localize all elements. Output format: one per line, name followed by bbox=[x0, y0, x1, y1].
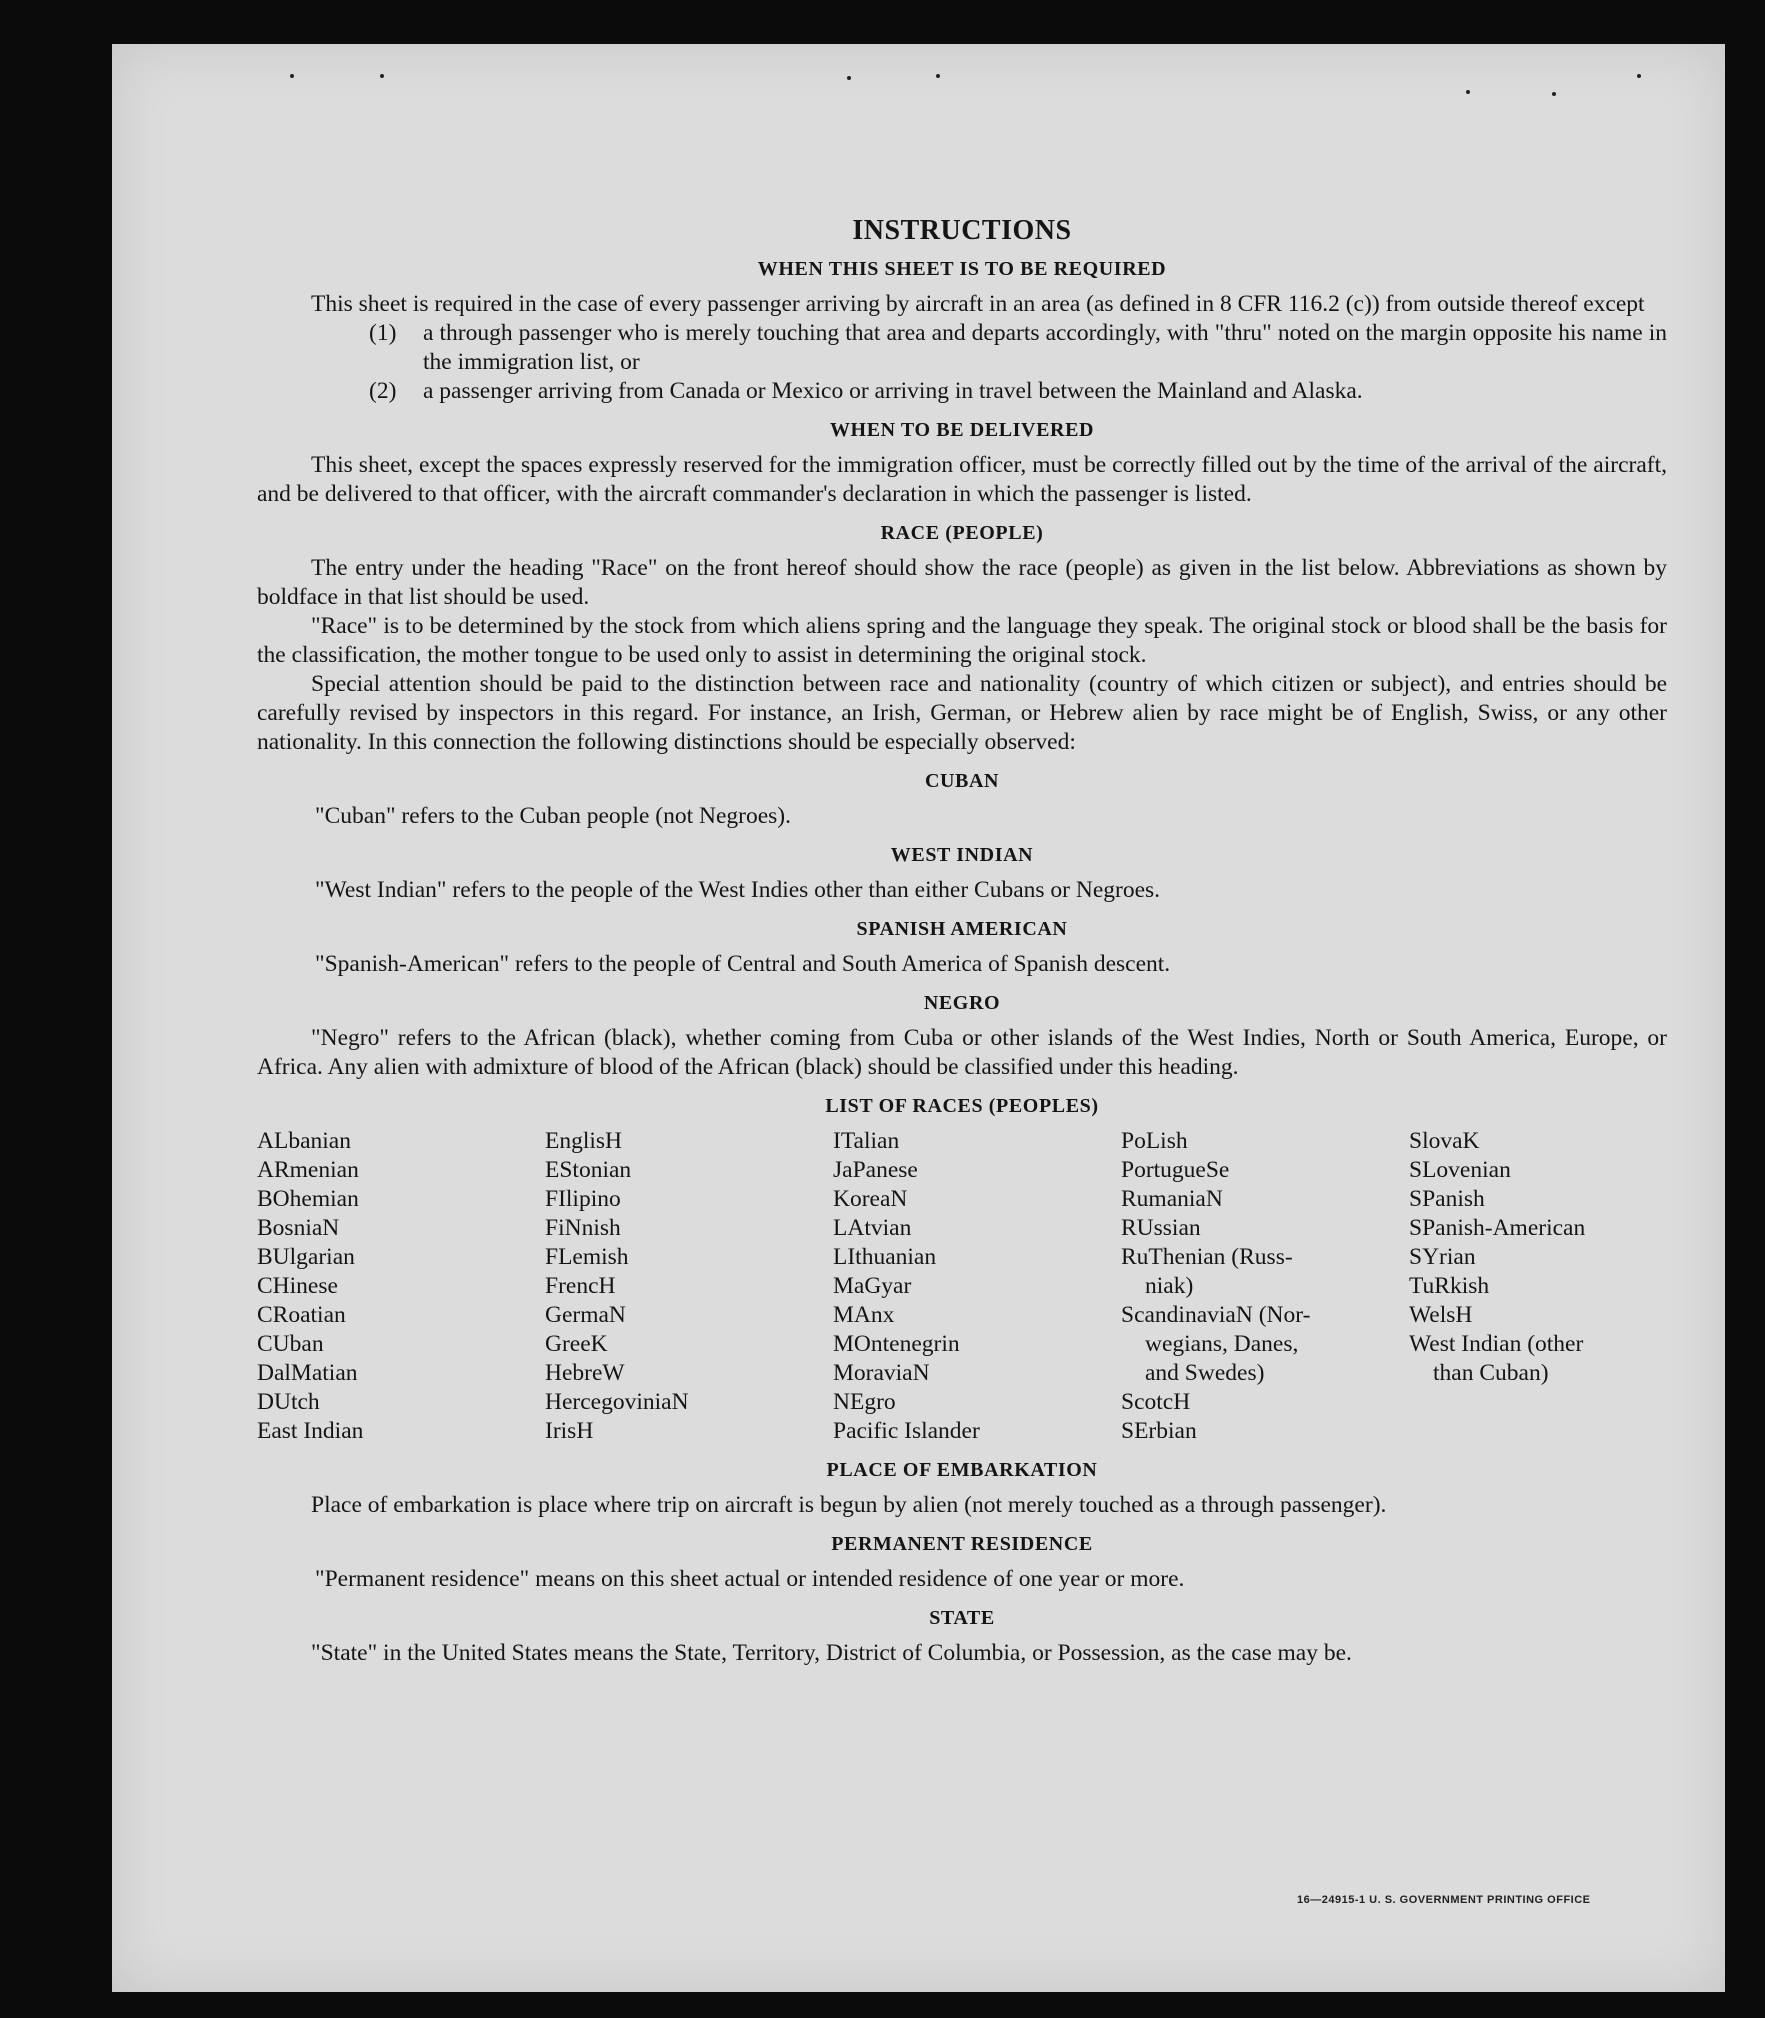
heading-delivered: WHEN TO BE DELIVERED bbox=[829, 419, 1095, 441]
race-item-continued: niak) bbox=[1145, 1273, 1194, 1299]
heading-cuban: CUBAN bbox=[924, 770, 1000, 792]
heading-required: WHEN THIS SHEET IS TO BE REQUIRED bbox=[757, 258, 1167, 280]
races-column-2 bbox=[545, 1127, 833, 1446]
race-item: SErbian bbox=[1121, 1418, 1197, 1444]
race-item: RumaniaN bbox=[1121, 1186, 1223, 1212]
page-title: INSTRUCTIONS bbox=[852, 215, 1072, 246]
spanish-american-text: "Spanish-American" refers to the people of Central and South America of Spanish descent. bbox=[315, 951, 1171, 977]
race-item: SPanish bbox=[1409, 1186, 1485, 1212]
race-item: HebreW bbox=[545, 1360, 625, 1386]
delivered-text: This sheet, except the spaces expressly reserved for the immigration officer, must be correctly filled out by the time of the arrival of the aircraft, and be delivered to that officer, with the aircraft commander's declaration in which the passenger is listed. bbox=[257, 452, 1667, 507]
races-column-5 bbox=[1409, 1127, 1667, 1446]
instructions-content bbox=[257, 216, 1667, 1668]
race-item: ScandinaviaN (Nor- bbox=[1121, 1302, 1311, 1328]
required-item-2 bbox=[369, 377, 1667, 406]
race-item: ScotcH bbox=[1121, 1389, 1191, 1415]
race-item: RuThenian (Russ- bbox=[1121, 1244, 1293, 1270]
races-column-4 bbox=[1121, 1127, 1409, 1446]
race-item: ALbanian bbox=[257, 1128, 351, 1154]
race-item: CHinese bbox=[257, 1273, 338, 1299]
race-item: MaGyar bbox=[833, 1273, 912, 1299]
scan-speck bbox=[847, 76, 851, 80]
scan-speck bbox=[1466, 90, 1470, 94]
state-text: "State" in the United States means the State, Territory, District of Columbia, or Possession, as the case may be. bbox=[311, 1640, 1352, 1666]
race-item: SLovenian bbox=[1409, 1157, 1511, 1183]
item-text: a through passenger who is merely touching that area and departs accordingly, with "thru" noted on the margin opposite his name in the immigration list, or bbox=[423, 320, 1667, 375]
race-item: LIthuanian bbox=[833, 1244, 937, 1270]
race-item: MAnx bbox=[833, 1302, 895, 1328]
race-paragraph-2: "Race" is to be determined by the stock from which aliens spring and the language they speak. The original stock or blood shall be the basis for the classification, the mother tongue to be used only to assist in determining the original stock. bbox=[257, 613, 1667, 668]
race-item: MoraviaN bbox=[833, 1360, 930, 1386]
race-paragraph-3: Special attention should be paid to the distinction between race and nationality (country of which citizen or subject), and entries should be carefully revised by inspectors in this regard. For instance, an Irish, German, or Hebrew alien by race might be of English, Swiss, or any other nationality. In this connection the following distinctions should be especially observed: bbox=[257, 671, 1667, 755]
race-item: DalMatian bbox=[257, 1360, 358, 1386]
item-text: a passenger arriving from Canada or Mexico or arriving in travel between the Mainland and Alaska. bbox=[423, 378, 1363, 404]
race-item: FLemish bbox=[545, 1244, 629, 1270]
printing-office-code: 16—24915-1 U. S. GOVERNMENT PRINTING OFFICE bbox=[1297, 1894, 1591, 1906]
race-item: SPanish-American bbox=[1409, 1215, 1586, 1241]
heading-residence: PERMANENT RESIDENCE bbox=[831, 1533, 1093, 1555]
race-item: FIlipino bbox=[545, 1186, 621, 1212]
item-number: (1) bbox=[369, 320, 397, 346]
race-item: NEgro bbox=[833, 1389, 896, 1415]
scan-speck bbox=[290, 74, 294, 78]
race-item: IrisH bbox=[545, 1418, 594, 1444]
scan-speck bbox=[380, 74, 384, 78]
race-item: FiNnish bbox=[545, 1215, 621, 1241]
race-item: GermaN bbox=[545, 1302, 626, 1328]
race-item: LAtvian bbox=[833, 1215, 912, 1241]
races-column-3 bbox=[833, 1127, 1121, 1446]
scan-speck bbox=[1637, 74, 1641, 78]
race-item: JaPanese bbox=[833, 1157, 918, 1183]
race-item: GreeK bbox=[545, 1331, 608, 1357]
item-number: (2) bbox=[369, 378, 397, 404]
race-item: ARmenian bbox=[257, 1157, 359, 1183]
race-item: BUlgarian bbox=[257, 1244, 355, 1270]
race-item: ITalian bbox=[833, 1128, 900, 1154]
races-column-1 bbox=[257, 1127, 545, 1446]
race-paragraph-1: The entry under the heading "Race" on the front hereof should show the race (people) as given in the list below. Abbreviations as shown by boldface in that list should be used. bbox=[257, 555, 1667, 610]
required-item-1 bbox=[369, 319, 1667, 377]
race-item: DUtch bbox=[257, 1389, 320, 1415]
race-item-continued: and Swedes) bbox=[1145, 1360, 1265, 1386]
heading-negro: NEGRO bbox=[923, 992, 1001, 1014]
race-item: PortugueSe bbox=[1121, 1157, 1230, 1183]
race-item: East Indian bbox=[257, 1418, 364, 1444]
heading-state: STATE bbox=[929, 1607, 995, 1629]
scan-speck bbox=[936, 74, 940, 78]
cuban-text: "Cuban" refers to the Cuban people (not Negroes). bbox=[315, 803, 791, 829]
race-item: CRoatian bbox=[257, 1302, 346, 1328]
race-item: TuRkish bbox=[1409, 1273, 1490, 1299]
race-item: KoreaN bbox=[833, 1186, 908, 1212]
race-item: West Indian (other bbox=[1409, 1331, 1584, 1357]
race-item-continued: wegians, Danes, bbox=[1145, 1331, 1299, 1357]
heading-races-list: LIST OF RACES (PEOPLES) bbox=[825, 1095, 1099, 1117]
negro-text: "Negro" refers to the African (black), whether coming from Cuba or other islands of the West Indies, North or South America, Europe, or Africa. Any alien with admixture of blood of the African (black) should be classified under this heading. bbox=[257, 1025, 1667, 1080]
race-item: EStonian bbox=[545, 1157, 632, 1183]
race-item: SYrian bbox=[1409, 1244, 1476, 1270]
heading-west-indian: WEST INDIAN bbox=[890, 844, 1034, 866]
race-item: Pacific Islander bbox=[833, 1418, 980, 1444]
race-item-continued: than Cuban) bbox=[1433, 1360, 1549, 1386]
residence-text: "Permanent residence" means on this sheet actual or intended residence of one year or more. bbox=[315, 1566, 1185, 1592]
race-item: RUssian bbox=[1121, 1215, 1201, 1241]
scan-speck bbox=[1552, 92, 1556, 96]
race-item: CUban bbox=[257, 1331, 324, 1357]
document-page bbox=[112, 44, 1725, 1992]
race-item: WelsH bbox=[1409, 1302, 1473, 1328]
heading-embarkation: PLACE OF EMBARKATION bbox=[826, 1459, 1098, 1481]
race-item: BOhemian bbox=[257, 1186, 359, 1212]
west-indian-text: "West Indian" refers to the people of the West Indies other than either Cubans or Negroes. bbox=[315, 877, 1161, 903]
race-item: EnglisH bbox=[545, 1128, 623, 1154]
heading-race: RACE (PEOPLE) bbox=[880, 522, 1044, 544]
race-item: MOntenegrin bbox=[833, 1331, 960, 1357]
race-item: BosniaN bbox=[257, 1215, 340, 1241]
races-list bbox=[257, 1127, 1667, 1446]
required-intro: This sheet is required in the case of every passenger arriving by aircraft in an area (as defined in 8 CFR 116.2 (c)) from outside thereof except bbox=[311, 291, 1645, 317]
race-item: SlovaK bbox=[1409, 1128, 1480, 1154]
heading-spanish-american: SPANISH AMERICAN bbox=[856, 918, 1068, 940]
race-item: HercegoviniaN bbox=[545, 1389, 689, 1415]
race-item: PoLish bbox=[1121, 1128, 1188, 1154]
embarkation-text: Place of embarkation is place where trip on aircraft is begun by alien (not merely touched as a through passenger). bbox=[311, 1492, 1387, 1518]
race-item: FrencH bbox=[545, 1273, 616, 1299]
